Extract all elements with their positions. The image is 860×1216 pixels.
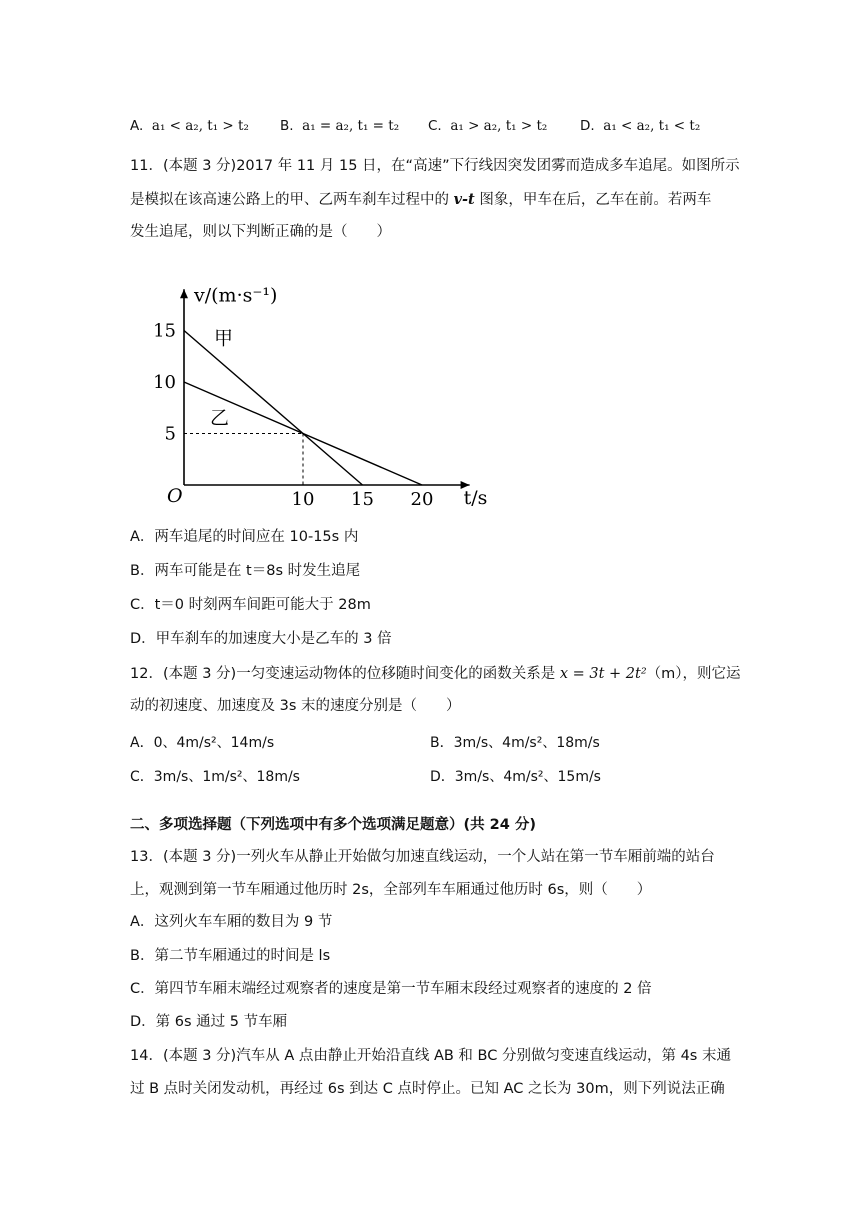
series-label-1: 甲 [214, 327, 234, 350]
q10-option-d: D. a₁ < a₂, t₁ < t₂ [580, 118, 701, 134]
q11-option-b: B．两车可能是在 t＝8s 时发生追尾 [130, 563, 361, 579]
y-axis-arrow [180, 289, 188, 298]
q13-stem-line1: 13．(本题 3 分)一列火车从静止开始做匀加速直线运动，一个人站在第一节车厢前端的站台 [130, 849, 715, 865]
q12-formula: x = 3t + 2t² [559, 666, 647, 682]
q12-stem-line1: 12．(本题 3 分)一匀变速运动物体的位移随时间变化的函数关系是 x = 3t + 2t²（m），则它运 [130, 666, 741, 682]
q12-option-b: B．3m/s、4m/s²、18m/s [430, 735, 600, 751]
y-tick-label: 10 [153, 372, 176, 393]
q10-option-b: B. a₁ = a₂, t₁ = t₂ [280, 118, 400, 134]
q14-stem-line1: 14．(本题 3 分)汽车从 A 点由静止开始沿直线 AB 和 BC 分别做匀变速直线运动，第 4s 末通 [130, 1048, 731, 1064]
q11-option-c: C．t＝0 时刻两车间距可能大于 28m [130, 597, 371, 613]
q11-stem-line1: 11．(本题 3 分)2017 年 11 月 15 日，在“高速”下行线因突发团雾而造成多车追尾。如图所示 [130, 158, 740, 174]
vt-graph [150, 255, 510, 515]
q13-option-c: C．第四节车厢末端经过观察者的速度是第一节车厢末段经过观察者的速度的 2 倍 [130, 981, 652, 997]
section-heading: 二、多项选择题（下列选项中有多个选项满足题意）(共 24 分) [130, 817, 537, 833]
q12-option-a: A．0、4m/s²、14m/s [130, 735, 275, 751]
q11-stem-line3: 发生追尾，则以下判断正确的是（ ） [130, 224, 391, 240]
x-axis-label: t/s [463, 487, 488, 509]
q13-stem-line2: 上，观测到第一节车厢通过他历时 2s，全部列车车厢通过他历时 6s，则（ ） [130, 882, 652, 898]
q14-stem-line2: 过 B 点时关闭发动机，再经过 6s 到达 C 点时停止。已知 AC 之长为 30m，则下列说法正确 [130, 1081, 725, 1097]
q13-option-d: D．第 6s 通过 5 节车厢 [130, 1014, 288, 1030]
q11-option-a: A．两车追尾的时间应在 10-15s 内 [130, 529, 359, 545]
q13-option-b: B．第二节车厢通过的时间是 ls [130, 948, 331, 964]
x-tick-label: 20 [410, 489, 434, 510]
q10-option-a: A. a₁ < a₂, t₁ > t₂ [130, 118, 249, 134]
q11-option-d: D．甲车刹车的加速度大小是乙车的 3 倍 [130, 631, 392, 647]
x-tick-label: 10 [291, 489, 315, 510]
q12-stem-line2: 动的初速度、加速度及 3s 末的速度分别是（ ） [130, 698, 461, 714]
origin-label: O [167, 485, 183, 507]
x-tick-label: 15 [351, 489, 374, 510]
q12-option-d: D．3m/s、4m/s²、15m/s [430, 769, 601, 785]
y-tick-label: 5 [164, 423, 176, 445]
q12-option-c: C．3m/s、1m/s²、18m/s [130, 769, 300, 785]
q11-stem-line2: 是模拟在该高速公路上的甲、乙两车刹车过程中的 v-t 图象，甲车在后，乙车在前。若两车 [130, 191, 712, 208]
q13-option-a: A．这列火车车厢的数目为 9 节 [130, 914, 333, 930]
q10-option-c: C. a₁ > a₂, t₁ > t₂ [428, 118, 548, 134]
y-axis-label: v/(m·s⁻¹) [194, 284, 278, 307]
series-label-2: 乙 [210, 407, 230, 429]
y-tick-label: 15 [153, 320, 176, 342]
